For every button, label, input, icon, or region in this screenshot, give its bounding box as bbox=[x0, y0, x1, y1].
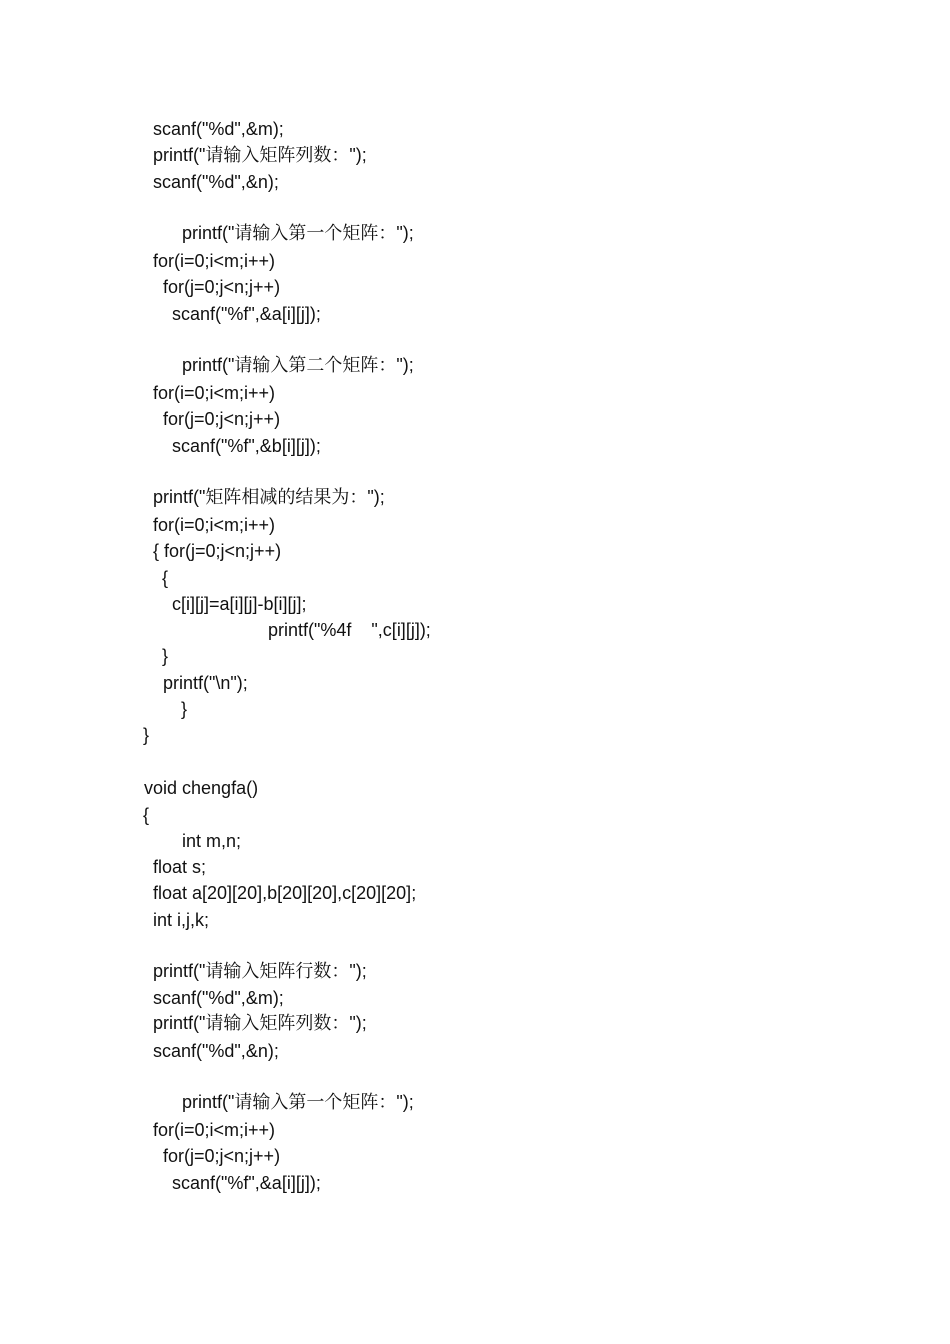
code-line: for(i=0;i<m;i++) bbox=[153, 251, 276, 271]
code-line: printf("请输入第一个矩阵："); bbox=[182, 223, 414, 243]
code-line: float a[20][20],b[20][20],c[20][20]; bbox=[153, 883, 417, 903]
code-line: scanf("%f",&a[i][j]); bbox=[172, 1173, 321, 1193]
code-line: printf("请输入矩阵列数："); bbox=[153, 145, 367, 165]
code-line: float s; bbox=[153, 857, 207, 877]
code-line: printf("请输入第二个矩阵："); bbox=[182, 355, 414, 375]
code-line: scanf("%f",&b[i][j]); bbox=[172, 436, 321, 456]
code-line: scanf("%d",&n); bbox=[153, 172, 279, 192]
code-line: for(j=0;j<n;j++) bbox=[163, 409, 281, 429]
code-line: } bbox=[181, 699, 188, 719]
code-line: scanf("%d",&n); bbox=[153, 1041, 279, 1061]
code-line: { bbox=[143, 805, 150, 825]
code-line: int m,n; bbox=[182, 831, 242, 851]
code-line: c[i][j]=a[i][j]-b[i][j]; bbox=[172, 594, 307, 614]
code-line: printf("%4f ",c[i][j]); bbox=[268, 620, 431, 640]
code-line: { for(j=0;j<n;j++) bbox=[153, 541, 282, 561]
code-line: void chengfa() bbox=[144, 778, 259, 798]
code-line: printf("请输入矩阵行数："); bbox=[153, 961, 367, 981]
code-line: printf("\n"); bbox=[163, 673, 248, 693]
code-line: { bbox=[162, 568, 169, 588]
code-line: } bbox=[162, 646, 169, 666]
code-line: for(i=0;i<m;i++) bbox=[153, 1120, 276, 1140]
code-line: int i,j,k; bbox=[153, 910, 210, 930]
code-line: printf("请输入矩阵列数："); bbox=[153, 1013, 367, 1033]
code-line: for(j=0;j<n;j++) bbox=[163, 277, 281, 297]
code-line: for(i=0;i<m;i++) bbox=[153, 383, 276, 403]
code-line: scanf("%d",&m); bbox=[153, 119, 284, 139]
code-line: for(i=0;i<m;i++) bbox=[153, 515, 276, 535]
code-line: } bbox=[143, 725, 150, 745]
code-line: scanf("%d",&m); bbox=[153, 988, 284, 1008]
code-line: printf("请输入第一个矩阵："); bbox=[182, 1092, 414, 1112]
code-line: printf("矩阵相减的结果为："); bbox=[153, 487, 385, 507]
code-line: scanf("%f",&a[i][j]); bbox=[172, 304, 321, 324]
code-line: for(j=0;j<n;j++) bbox=[163, 1146, 281, 1166]
